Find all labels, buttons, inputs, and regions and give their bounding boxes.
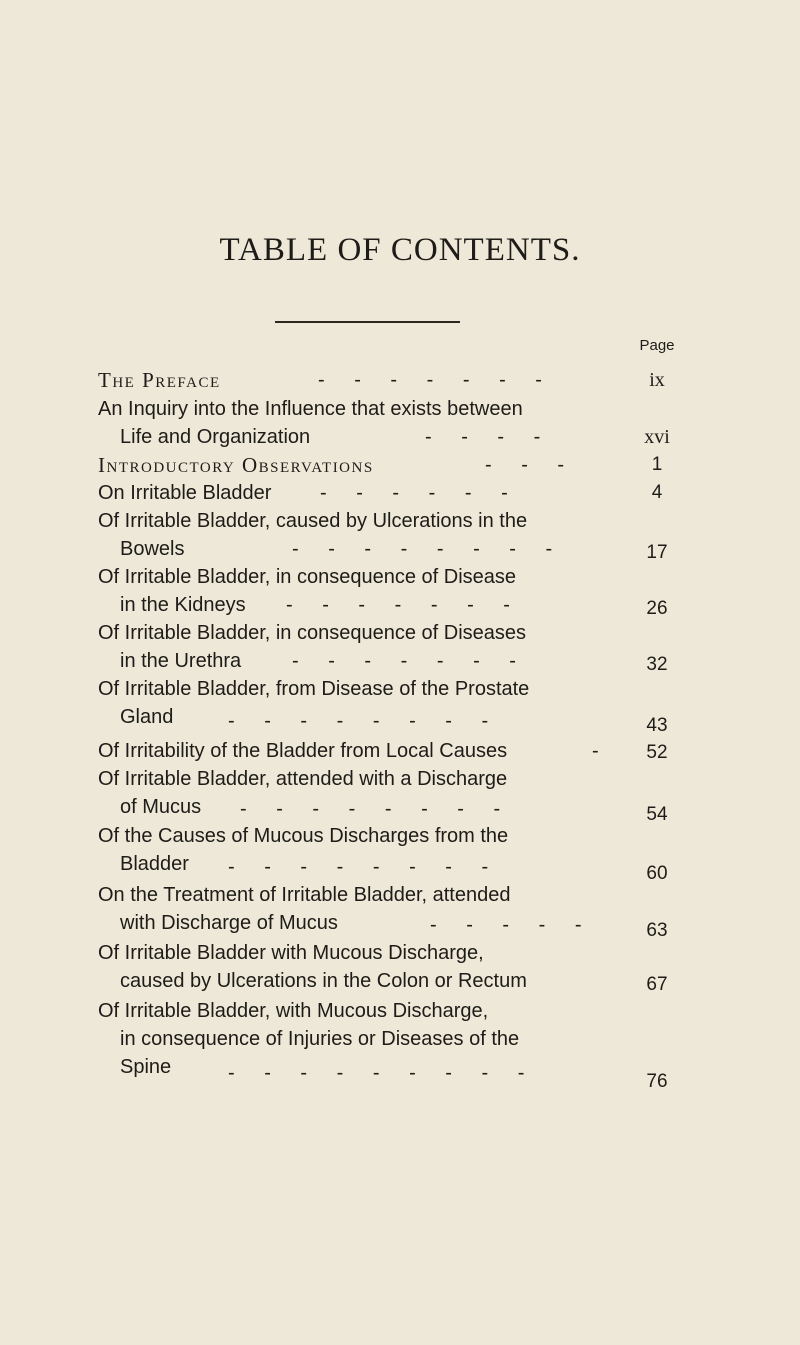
toc-entry-title-continued: Bladder [120, 853, 189, 875]
toc-page-number: xvi [644, 426, 670, 448]
toc-page-number: 26 [646, 598, 668, 619]
toc-entry-title-continued: caused by Ulcerations in the Colon or Rectum [120, 970, 527, 992]
toc-entry-title: On the Treatment of Irritable Bladder, attended [98, 884, 511, 906]
toc-entry-title: Of the Causes of Mucous Discharges from the [98, 825, 509, 847]
toc-entry-title: The Preface [98, 368, 221, 392]
toc-leader-dots: - - - - [425, 426, 553, 448]
toc-entry-title-continued: with Discharge of Mucus [120, 912, 338, 934]
toc-entry-title-continued: in the Kidneys [120, 594, 246, 616]
toc-leader-dots: - - - - - [430, 914, 594, 936]
toc-entry-title-continued: of Mucus [120, 796, 202, 818]
toc-entry-title: Of Irritability of the Bladder from Local Causes [98, 740, 508, 762]
toc-page-number: 32 [646, 654, 668, 675]
toc-leader-dots: - - - - - - - - [292, 538, 565, 560]
toc-entry-title: Of Irritable Bladder, attended with a Discharge [98, 768, 508, 790]
toc-entry-title-continued: Gland [120, 706, 174, 728]
toc-entry-title-continued: in the Urethra [120, 650, 242, 672]
toc-entry-title-continued: Spine [120, 1056, 172, 1078]
toc-page-number: 60 [646, 863, 668, 884]
toc-entry-title: Of Irritable Bladder with Mucous Discharge, [98, 942, 484, 964]
toc-page-number: 4 [651, 482, 663, 503]
toc-page-number: ix [649, 369, 665, 391]
toc-entry-title: Of Irritable Bladder, in consequence of Disease [98, 566, 517, 588]
toc-entry-title-continued: Life and Organization [120, 426, 311, 448]
toc-entry-title-continued: Bowels [120, 538, 185, 560]
toc-leader-dots: - - - - - - - - [228, 856, 501, 878]
toc-entry-title: Of Irritable Bladder, with Mucous Discharge, [98, 1000, 489, 1022]
toc-page-number: 17 [646, 542, 668, 563]
toc-entry-title: Of Irritable Bladder, from Disease of the Prostate [98, 678, 530, 700]
toc-leader-dots: - - - [485, 454, 577, 476]
toc-entry-title: Of Irritable Bladder, caused by Ulcerations in the [98, 510, 528, 532]
page-title: TABLE OF CONTENTS. [219, 232, 581, 268]
toc-page-number: 76 [646, 1071, 668, 1092]
toc-page-number: 1 [651, 454, 663, 475]
toc-entry-title: Of Irritable Bladder, in consequence of Diseases [98, 622, 527, 644]
toc-leader-dots: - [592, 740, 611, 762]
toc-leader-dots: - - - - - - - - - [228, 1062, 537, 1084]
page-column-label: Page [639, 337, 675, 354]
toc-leader-dots: - - - - - - - - [228, 710, 501, 732]
toc-page-number: 43 [646, 715, 668, 736]
toc-leader-dots: - - - - - - - [318, 369, 554, 391]
toc-leader-dots: - - - - - - - - [240, 798, 513, 820]
toc-entry-title: On Irritable Bladder [98, 482, 272, 504]
toc-entry-title-continued: in consequence of Injuries or Diseases of the [120, 1028, 520, 1050]
toc-page-number: 54 [646, 804, 668, 825]
toc-leader-dots: - - - - - - - [292, 650, 528, 672]
toc-leader-dots: - - - - - - - [286, 594, 522, 616]
toc-page-number: 63 [646, 920, 668, 941]
toc-page-number: 52 [646, 742, 668, 763]
toc-entry-title: An Inquiry into the Influence that exists between [98, 398, 523, 420]
toc-entry-title: Introductory Observations [98, 453, 374, 477]
toc-leader-dots: - - - - - - [320, 482, 520, 504]
toc-page-number: 67 [646, 974, 668, 995]
